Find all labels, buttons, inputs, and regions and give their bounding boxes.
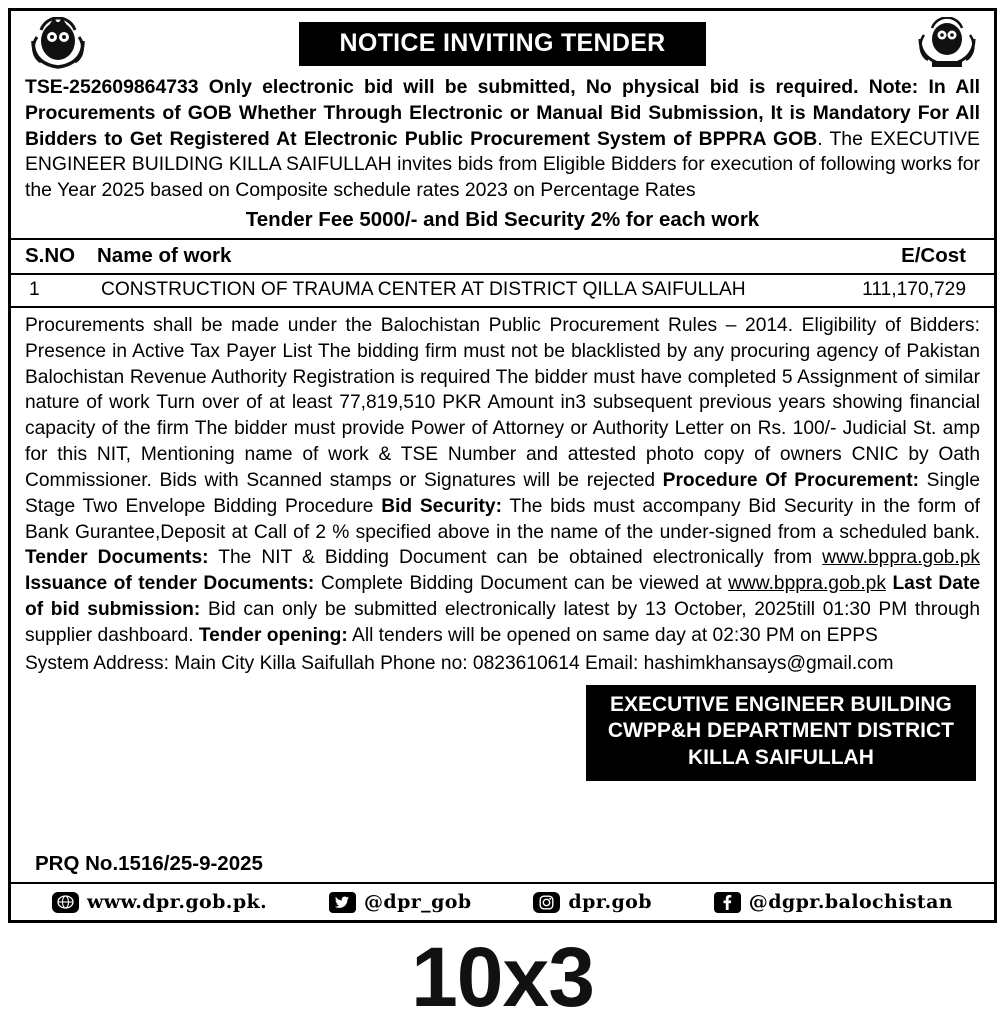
conditions-text-5: Complete Bidding Document can be viewed at [314, 573, 729, 595]
social-item-facebook[interactable] [714, 891, 953, 913]
tender-conditions-paragraph [11, 308, 994, 651]
conditions-text-7: All tenders will be opened on same day at 02:30 PM on EPPS [347, 624, 878, 646]
prq-number: PRQ No.1516/25-9-2025 [35, 852, 263, 875]
bppra-website-link-2[interactable]: www.bppra.gob.pk [728, 573, 886, 595]
column-header-name-of-work: Name of work [97, 243, 232, 267]
column-header-sno: S.NO [25, 243, 76, 267]
label-issuance-of-tender-documents: Issuance of tender Documents: [25, 573, 315, 595]
label-last-date-of-bid-submission: Last Date of bid submission: [25, 573, 981, 621]
balochistan-govt-crest [21, 17, 95, 71]
page-title: NOTICE INVITING TENDER [299, 22, 705, 66]
table-row [11, 275, 994, 306]
cell-ecost: 111,170,729 [862, 278, 966, 300]
signature-block [586, 685, 976, 782]
conditions-text-2: Single Stage Two Envelope Bidding Procedure [25, 469, 980, 517]
social-label-website: www.dpr.gob.pk. [86, 891, 268, 913]
intro-bold-text: TSE-252609864733 Only electronic bid will be submitted, No physical bid is required. Note: In All Procurements of GOB Whether Through Electronic or Manual Bid Submission, It is Mandatory For All Bidders to Get Registered At Electronic Public Procurement System of BPPRA GOB [25, 76, 980, 150]
label-procedure-of-procurement: Procedure Of Procurement: [662, 469, 919, 491]
social-item-instagram[interactable] [533, 891, 652, 913]
intro-rest-text: . The EXECUTIVE ENGINEER BUILDING KILLA SAIFULLAH invites bids from Eligible Bidders for execution of following works for the Year 2025 based on Composite schedule rates 2023 on Percentage Rates [25, 127, 980, 202]
conditions-text-3: The bids must accompany Bid Security in the form of Bank Gurantee,Deposit at Call of 2 % specified above in the name of the under-signed from a scheduled bank. [25, 495, 980, 543]
intro-paragraph [11, 73, 994, 204]
twitter-icon [329, 892, 356, 913]
label-tender-opening: Tender opening: [198, 624, 348, 646]
table-header-row [11, 240, 994, 273]
bppra-website-link-1[interactable]: www.bppra.gob.pk [822, 547, 981, 569]
signature-line-3: KILLA SAIFULLAH [688, 746, 874, 770]
signature-line-2: CWPP&H DEPARTMENT DISTRICT [607, 719, 954, 743]
header-row [11, 11, 994, 73]
ad-size-caption: 10x3 [411, 930, 594, 1024]
signature-block-wrap [11, 679, 994, 782]
tender-advertisement-box [8, 8, 997, 923]
conditions-text-4: The NIT & Bidding Document can be obtained electronically from [208, 547, 823, 569]
balochistan-govt-emblem [910, 17, 984, 71]
globe-icon [52, 892, 79, 913]
cell-sno: 1 [29, 278, 40, 300]
social-item-website[interactable] [52, 891, 267, 913]
column-header-ecost: E/Cost [901, 243, 966, 267]
instagram-icon [533, 892, 560, 913]
facebook-icon [714, 892, 741, 913]
social-label-facebook: @dgpr.balochistan [748, 891, 954, 913]
tender-fee-line: Tender Fee 5000/- and Bid Security 2% for each work [245, 207, 760, 231]
social-item-twitter[interactable] [329, 891, 472, 913]
contact-line: System Address: Main City Killa Saifullah Phone no: 0823610614 Email: hashimkhansays@gmail.com [25, 652, 894, 674]
cell-name-of-work: CONSTRUCTION OF TRAUMA CENTER AT DISTRICT QILLA SAIFULLAH [101, 278, 746, 300]
label-tender-documents: Tender Documents: [25, 547, 209, 569]
social-label-instagram: dpr.gob [568, 891, 652, 913]
social-label-twitter: @dpr_gob [363, 891, 472, 913]
social-footer [11, 882, 994, 920]
conditions-text-6: Bid can only be submitted electronically latest by 13 October, 2025till 01:30 PM through supplier dashboard. [25, 599, 980, 646]
signature-line-1: EXECUTIVE ENGINEER BUILDING [610, 692, 952, 716]
conditions-text-1: Procurements shall be made under the Balochistan Public Procurement Rules – 2014. Eligibility of Bidders: Presence in Active Tax Payer List The bidding firm must not be blacklisted by any procuring agency of Pakistan Balochistan Revenue Authority Registration is required The bidder must have completed 5 Assignment of similar nature of work Turn over of at least 77,819,510 PKR Amount in3 subsequent previous years showing financial capacity of the firm The bidder must provide Power of Attorney or Authority Letter on Rs. 100/- Judicial St. amp for this NIT, Mentioning name of work & TSE Number and attested photo copy of owners CNIC by Oath Commissioner. Bids with Scanned stamps or Signatures will be rejected [25, 314, 980, 491]
label-bid-security: Bid Security: [381, 495, 502, 517]
